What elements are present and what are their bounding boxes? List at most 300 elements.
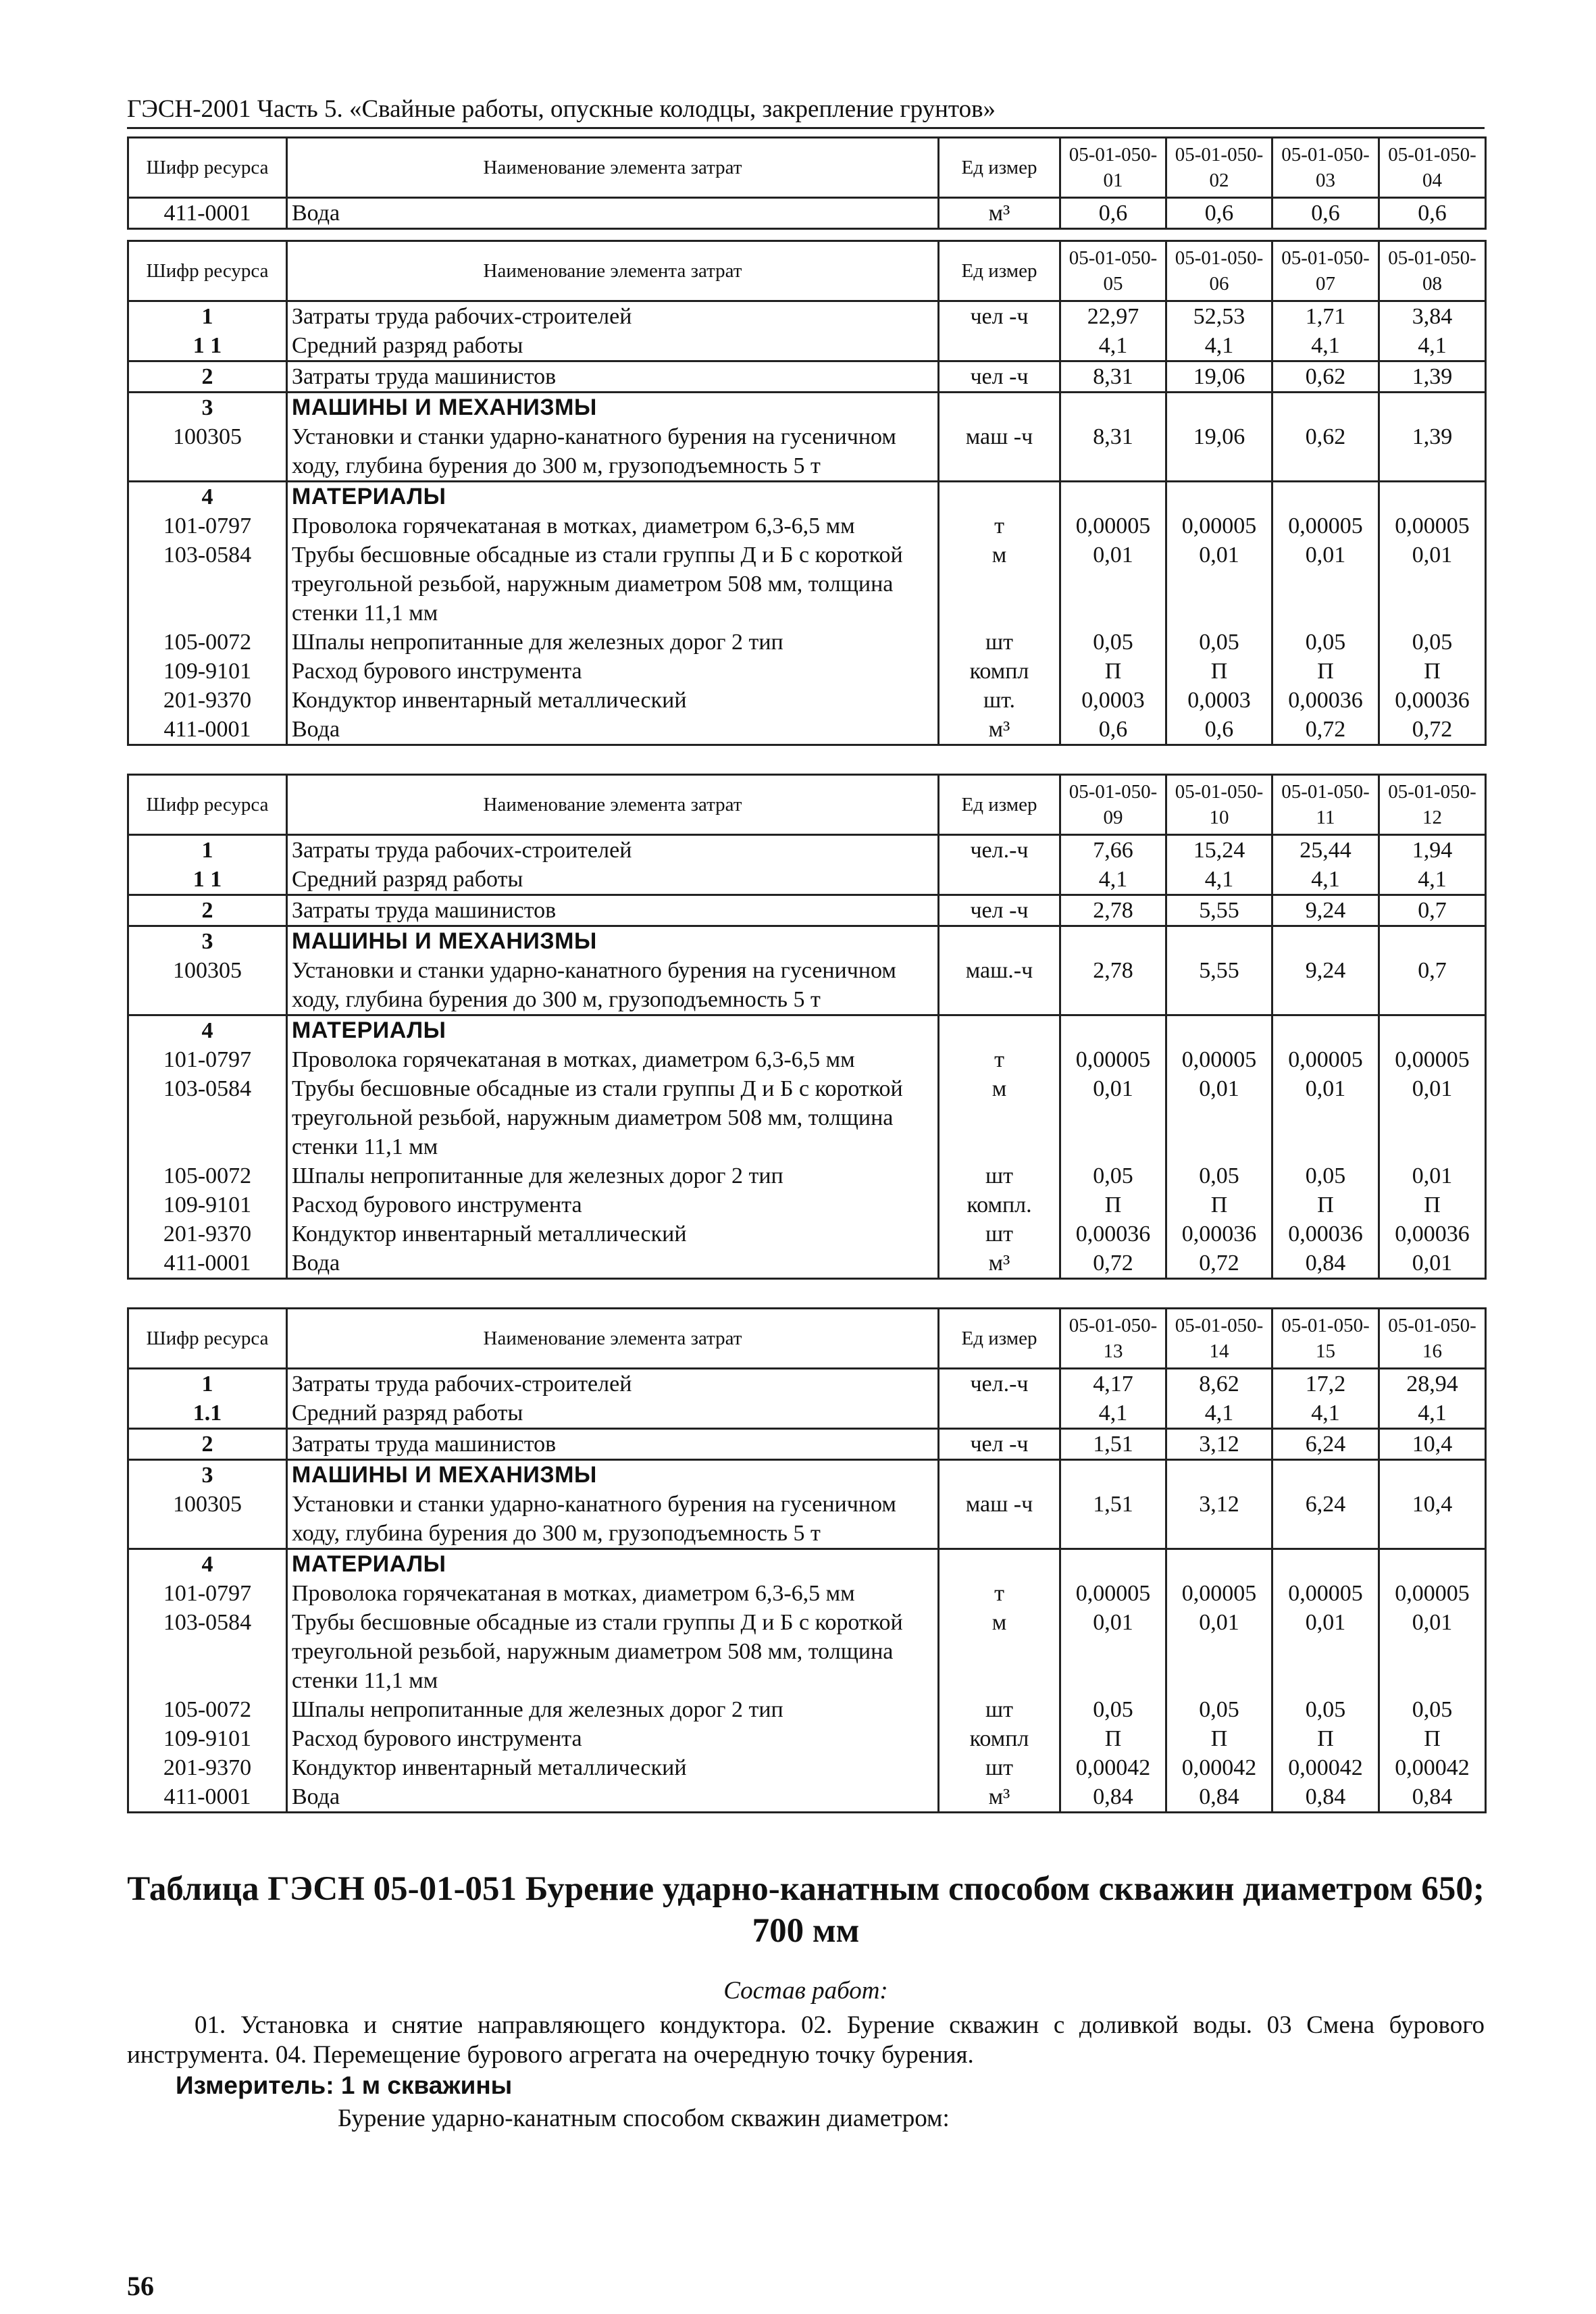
table-row [128, 1074, 1486, 1161]
table-row [128, 1249, 1486, 1279]
norm-value: 0,05 [1166, 1161, 1272, 1190]
resource-name: Шпалы непропитанные для железных дорог 2 тип [287, 628, 939, 657]
norm-value: 0,01 [1379, 540, 1486, 628]
resource-unit: м [939, 1608, 1060, 1695]
header-norm-code: 05-01-050-10 [1166, 775, 1272, 835]
work-composition-label: Состав работ: [723, 1977, 888, 2005]
norm-value: 4,1 [1272, 331, 1379, 361]
header-norm-code: 05-01-050-16 [1379, 1309, 1486, 1369]
header-code: Шифр ресурса [128, 775, 287, 835]
resource-name: Установки и станки ударно-канатного бурения на гусеничном ходу, глубина бурения до 300 м, грузоподъемность 5 т [287, 422, 939, 482]
norm-value: 6,24 [1272, 1490, 1379, 1549]
resource-code: 109-9101 [128, 1190, 287, 1219]
table-row [128, 1161, 1486, 1190]
table-row [128, 1190, 1486, 1219]
header-code: Шифр ресурса [128, 138, 287, 198]
norm-value: 0,6 [1166, 715, 1272, 745]
resource-code: 2 [128, 1429, 287, 1460]
resource-name: Проволока горячекатаная в мотках, диаметром 6,3-6,5 мм [287, 1579, 939, 1608]
norm-value: П [1166, 1724, 1272, 1753]
norm-value: 22,97 [1060, 301, 1166, 332]
norm-value: 1,39 [1379, 422, 1486, 482]
resource-name: Затраты труда рабочих-строителей [287, 835, 939, 865]
resource-code: 2 [128, 361, 287, 393]
norm-value: 0,00005 [1272, 511, 1379, 540]
resource-code: 1.1 [128, 1399, 287, 1429]
norm-value: 0,00005 [1060, 1045, 1166, 1074]
resource-code: 411-0001 [128, 715, 287, 745]
norm-value: 4,1 [1166, 865, 1272, 895]
resource-name: Затраты труда машинистов [287, 361, 939, 393]
norm-value: 0,7 [1379, 956, 1486, 1015]
header-rule [127, 127, 1485, 129]
section-number: 4 [128, 1549, 287, 1580]
table-row [128, 1782, 1486, 1813]
resource-name: Средний разряд работы [287, 865, 939, 895]
norm-value: 0,01 [1379, 1608, 1486, 1695]
norm-value: П [1272, 1190, 1379, 1219]
norm-value: П [1166, 1190, 1272, 1219]
header-unit: Ед измер [939, 241, 1060, 301]
header-norm-code: 05-01-050-12 [1379, 775, 1486, 835]
norm-value: П [1379, 1724, 1486, 1753]
norm-value: 6,24 [1272, 1429, 1379, 1460]
norm-value: П [1379, 657, 1486, 686]
norm-table-2 [127, 240, 1487, 746]
table-row [128, 540, 1486, 628]
header-norm-code: 05-01-050-08 [1379, 241, 1486, 301]
table-row [128, 198, 1486, 229]
resource-code: 100305 [128, 1490, 287, 1549]
resource-unit: чел.-ч [939, 1369, 1060, 1399]
norm-value: 0,00042 [1272, 1753, 1379, 1782]
norm-value: 0,05 [1272, 628, 1379, 657]
resource-code: 100305 [128, 956, 287, 1015]
table-row [128, 1045, 1486, 1074]
header-norm-code: 05-01-050-09 [1060, 775, 1166, 835]
section-row [128, 1549, 1486, 1580]
norm-value: П [1272, 1724, 1379, 1753]
header-code: Шифр ресурса [128, 1309, 287, 1369]
norm-value: 19,06 [1166, 422, 1272, 482]
norm-value: 1,71 [1272, 301, 1379, 332]
norm-value: 0,00005 [1379, 1579, 1486, 1608]
norm-table-4 [127, 1307, 1487, 1813]
header-name: Наименование элемента затрат [287, 241, 939, 301]
header-name: Наименование элемента затрат [287, 1309, 939, 1369]
norm-value: 0,84 [1272, 1249, 1379, 1279]
table-row [128, 1724, 1486, 1753]
table-row [128, 895, 1486, 926]
page-number: 56 [127, 2271, 154, 2301]
section-row [128, 1460, 1486, 1490]
table-row [128, 361, 1486, 393]
table-row [128, 1695, 1486, 1724]
section-heading: МАТЕРИАЛЫ [287, 482, 939, 512]
resource-unit: м³ [939, 715, 1060, 745]
resource-name: Вода [287, 198, 939, 229]
resource-unit: чел.-ч [939, 835, 1060, 865]
norm-value: 0,00036 [1166, 1219, 1272, 1249]
table-row [128, 1490, 1486, 1549]
table-row [128, 835, 1486, 865]
work-composition-text: 01. Установка и снятие направляющего кондуктора. 02. Бурение скважин с доливкой воды. 03 Смена бурового инструмента. 04. Перемещение бурового агрегата на очередную точку бурения. [127, 2011, 1485, 2069]
section-number: 4 [128, 482, 287, 512]
norm-value: 0,00005 [1272, 1045, 1379, 1074]
norm-value: 0,01 [1272, 540, 1379, 628]
norm-value: 0,0003 [1166, 686, 1272, 715]
table-row [128, 657, 1486, 686]
resource-unit: м³ [939, 1249, 1060, 1279]
norm-value: 0,00005 [1379, 1045, 1486, 1074]
resource-name: Кондуктор инвентарный металлический [287, 1219, 939, 1249]
measurement-unit: Измеритель: 1 м скважины [176, 2071, 513, 2099]
header-name: Наименование элемента затрат [287, 138, 939, 198]
norm-value: 1,94 [1379, 835, 1486, 865]
norm-value: 0,00005 [1060, 511, 1166, 540]
norm-value: 2,78 [1060, 956, 1166, 1015]
section-number: 4 [128, 1015, 287, 1046]
resource-code: 201-9370 [128, 1753, 287, 1782]
norm-value: 0,00005 [1166, 511, 1272, 540]
norm-value: П [1166, 657, 1272, 686]
table-row [128, 1753, 1486, 1782]
norm-value: 0,00005 [1166, 1579, 1272, 1608]
resource-unit: маш -ч [939, 1490, 1060, 1549]
norm-value: 0,00042 [1060, 1753, 1166, 1782]
norm-value: 3,12 [1166, 1429, 1272, 1460]
section-heading: МАШИНЫ И МЕХАНИЗМЫ [287, 926, 939, 957]
resource-name: Средний разряд работы [287, 1399, 939, 1429]
norm-value: 0,00036 [1379, 1219, 1486, 1249]
norm-value: 0,84 [1272, 1782, 1379, 1813]
norm-value: 0,0003 [1060, 686, 1166, 715]
norm-value: 4,17 [1060, 1369, 1166, 1399]
header-unit: Ед измер [939, 1309, 1060, 1369]
norm-value: 0,05 [1166, 628, 1272, 657]
norm-table-1 [127, 136, 1487, 230]
norm-value: 4,1 [1060, 865, 1166, 895]
norm-value: 0,84 [1060, 1782, 1166, 1813]
norm-value: 0,72 [1166, 1249, 1272, 1279]
norm-value: 0,00005 [1379, 511, 1486, 540]
resource-name: Проволока горячекатаная в мотках, диаметром 6,3-6,5 мм [287, 511, 939, 540]
norm-value: 4,1 [1060, 1399, 1166, 1429]
resource-code: 103-0584 [128, 540, 287, 628]
resource-name: Установки и станки ударно-канатного бурения на гусеничном ходу, глубина бурения до 300 м, грузоподъемность 5 т [287, 956, 939, 1015]
norm-value: 3,84 [1379, 301, 1486, 332]
header-norm-code: 05-01-050-13 [1060, 1309, 1166, 1369]
resource-name: Средний разряд работы [287, 331, 939, 361]
resource-name: Расход бурового инструмента [287, 1190, 939, 1219]
norm-value: 0,00036 [1272, 1219, 1379, 1249]
resource-unit [939, 865, 1060, 895]
norm-value: 0,01 [1166, 1608, 1272, 1695]
norm-value: 0,05 [1379, 1695, 1486, 1724]
header-norm-code: 05-01-050-11 [1272, 775, 1379, 835]
norm-value: 8,62 [1166, 1369, 1272, 1399]
drilling-diameter-label: Бурение ударно-канатным способом скважин диаметром: [338, 2105, 950, 2132]
table-row [128, 1429, 1486, 1460]
norm-value: 28,94 [1379, 1369, 1486, 1399]
resource-name: Расход бурового инструмента [287, 657, 939, 686]
norm-value: 5,55 [1166, 956, 1272, 1015]
table-row [128, 686, 1486, 715]
resource-code: 1 [128, 835, 287, 865]
norm-value: П [1060, 1724, 1166, 1753]
norm-value: 0,05 [1272, 1161, 1379, 1190]
section-number: 3 [128, 926, 287, 957]
resource-name: Шпалы непропитанные для железных дорог 2 тип [287, 1695, 939, 1724]
resource-name: Вода [287, 1249, 939, 1279]
table-row [128, 1369, 1486, 1399]
resource-code: 105-0072 [128, 1161, 287, 1190]
resource-code: 411-0001 [128, 1249, 287, 1279]
resource-unit: шт [939, 1161, 1060, 1190]
resource-unit: м³ [939, 1782, 1060, 1813]
norm-value: 4,1 [1166, 331, 1272, 361]
section-row [128, 1015, 1486, 1046]
resource-unit: шт [939, 1219, 1060, 1249]
section-heading: МАШИНЫ И МЕХАНИЗМЫ [287, 393, 939, 423]
resource-unit [939, 331, 1060, 361]
norm-value: 0,05 [1060, 628, 1166, 657]
section-heading: МАШИНЫ И МЕХАНИЗМЫ [287, 1460, 939, 1490]
header-norm-code: 05-01-050-14 [1166, 1309, 1272, 1369]
norm-value: 0,01 [1166, 1074, 1272, 1161]
resource-code: 1 1 [128, 865, 287, 895]
table-row [128, 301, 1486, 332]
resource-name: Расход бурового инструмента [287, 1724, 939, 1753]
norm-value: 4,1 [1272, 1399, 1379, 1429]
norm-value: 4,1 [1272, 865, 1379, 895]
resource-name: Шпалы непропитанные для железных дорог 2 тип [287, 1161, 939, 1190]
resource-unit: т [939, 1045, 1060, 1074]
norm-value: 25,44 [1272, 835, 1379, 865]
resource-name: Вода [287, 1782, 939, 1813]
norm-value: 10,4 [1379, 1490, 1486, 1549]
norm-value: 0,05 [1166, 1695, 1272, 1724]
norm-value: 0,01 [1379, 1074, 1486, 1161]
norm-value: 52,53 [1166, 301, 1272, 332]
resource-code: 1 1 [128, 331, 287, 361]
norm-value: 0,7 [1379, 895, 1486, 926]
norm-value: 0,01 [1272, 1074, 1379, 1161]
norm-value: 4,1 [1166, 1399, 1272, 1429]
norm-value: 1,39 [1379, 361, 1486, 393]
table-row [128, 511, 1486, 540]
resource-unit: чел -ч [939, 301, 1060, 332]
resource-unit: шт [939, 1695, 1060, 1724]
norm-value: 0,72 [1379, 715, 1486, 745]
section-number: 3 [128, 393, 287, 423]
header-unit: Ед измер [939, 775, 1060, 835]
resource-code: 2 [128, 895, 287, 926]
resource-unit: м³ [939, 198, 1060, 229]
norm-value: 3,12 [1166, 1490, 1272, 1549]
norm-value: 0,01 [1379, 1249, 1486, 1279]
norm-value: 0,01 [1060, 540, 1166, 628]
header-norm-code: 05-01-050-01 [1060, 138, 1166, 198]
table-row [128, 628, 1486, 657]
resource-name: Проволока горячекатаная в мотках, диаметром 6,3-6,5 мм [287, 1045, 939, 1074]
norm-value: 17,2 [1272, 1369, 1379, 1399]
norm-value: 4,1 [1379, 865, 1486, 895]
norm-value: 1,51 [1060, 1429, 1166, 1460]
norm-value: 0,00036 [1060, 1219, 1166, 1249]
norm-value: 4,1 [1060, 331, 1166, 361]
table-row [128, 1579, 1486, 1608]
resource-unit: м [939, 1074, 1060, 1161]
section-row [128, 482, 1486, 512]
resource-unit: т [939, 511, 1060, 540]
norm-value: 0,00036 [1272, 686, 1379, 715]
norm-value: 0,6 [1166, 198, 1272, 229]
resource-unit: компл [939, 657, 1060, 686]
header-code: Шифр ресурса [128, 241, 287, 301]
resource-code: 103-0584 [128, 1608, 287, 1695]
norm-value: 0,00042 [1166, 1753, 1272, 1782]
norm-value: 15,24 [1166, 835, 1272, 865]
norm-value: 19,06 [1166, 361, 1272, 393]
resource-name: Кондуктор инвентарный металлический [287, 686, 939, 715]
resource-code: 201-9370 [128, 1219, 287, 1249]
resource-code: 101-0797 [128, 1045, 287, 1074]
norm-value: 0,00005 [1272, 1579, 1379, 1608]
resource-code: 100305 [128, 422, 287, 482]
resource-unit: чел -ч [939, 895, 1060, 926]
resource-name: Затраты труда рабочих-строителей [287, 301, 939, 332]
resource-code: 101-0797 [128, 1579, 287, 1608]
norm-value: 0,6 [1272, 198, 1379, 229]
table-row [128, 422, 1486, 482]
norm-value: 0,62 [1272, 361, 1379, 393]
norm-value: П [1060, 657, 1166, 686]
header-norm-code: 05-01-050-15 [1272, 1309, 1379, 1369]
resource-name: Трубы бесшовные обсадные из стали группы Д и Б с короткой треугольной резьбой, наружным диаметром 508 мм, толщина стенки 11,1 мм [287, 1608, 939, 1695]
resource-unit: чел -ч [939, 361, 1060, 393]
norm-value: 0,01 [1272, 1608, 1379, 1695]
norm-value: 5,55 [1166, 895, 1272, 926]
header-norm-code: 05-01-050-04 [1379, 138, 1486, 198]
table-row [128, 715, 1486, 745]
norm-value: 7,66 [1060, 835, 1166, 865]
norm-value: 0,05 [1060, 1695, 1166, 1724]
resource-unit [939, 1399, 1060, 1429]
resource-code: 109-9101 [128, 657, 287, 686]
resource-name: Кондуктор инвентарный металлический [287, 1753, 939, 1782]
norm-table-3 [127, 774, 1487, 1280]
norm-value: 2,78 [1060, 895, 1166, 926]
resource-code: 105-0072 [128, 1695, 287, 1724]
norm-value: 0,05 [1272, 1695, 1379, 1724]
norm-value: 4,1 [1379, 331, 1486, 361]
norm-value: 0,62 [1272, 422, 1379, 482]
norm-value: 0,6 [1060, 715, 1166, 745]
norm-value: П [1060, 1190, 1166, 1219]
norm-value: П [1272, 657, 1379, 686]
resource-name: Вода [287, 715, 939, 745]
norm-value: 0,01 [1060, 1074, 1166, 1161]
resource-unit: шт [939, 1753, 1060, 1782]
resource-unit: м [939, 540, 1060, 628]
table-row [128, 1219, 1486, 1249]
resource-code: 105-0072 [128, 628, 287, 657]
resource-unit: компл. [939, 1190, 1060, 1219]
section-heading: МАТЕРИАЛЫ [287, 1015, 939, 1046]
resource-name: Затраты труда рабочих-строителей [287, 1369, 939, 1399]
norm-value: 0,00042 [1379, 1753, 1486, 1782]
resource-unit: маш -ч [939, 422, 1060, 482]
norm-value: 0,72 [1060, 1249, 1166, 1279]
resource-name: Затраты труда машинистов [287, 1429, 939, 1460]
resource-code: 201-9370 [128, 686, 287, 715]
norm-value: 8,31 [1060, 422, 1166, 482]
norm-value: 0,00036 [1379, 686, 1486, 715]
resource-code: 1 [128, 1369, 287, 1399]
header-unit: Ед измер [939, 138, 1060, 198]
section-row [128, 393, 1486, 423]
resource-unit: т [939, 1579, 1060, 1608]
norm-value: 0,6 [1060, 198, 1166, 229]
norm-value: 0,05 [1060, 1161, 1166, 1190]
running-header: ГЭСН-2001 Часть 5. «Свайные работы, опускные колодцы, закрепление грунтов» [127, 95, 996, 123]
norm-value: 9,24 [1272, 895, 1379, 926]
header-norm-code: 05-01-050-05 [1060, 241, 1166, 301]
resource-code: 103-0584 [128, 1074, 287, 1161]
resource-unit: шт [939, 628, 1060, 657]
table-row [128, 1399, 1486, 1429]
resource-code: 101-0797 [128, 511, 287, 540]
norm-value: 8,31 [1060, 361, 1166, 393]
norm-value: 10,4 [1379, 1429, 1486, 1460]
norm-value: 0,01 [1379, 1161, 1486, 1190]
table-row [128, 1608, 1486, 1695]
resource-unit: компл [939, 1724, 1060, 1753]
norm-value: 0,01 [1060, 1608, 1166, 1695]
header-norm-code: 05-01-050-06 [1166, 241, 1272, 301]
resource-unit: шт. [939, 686, 1060, 715]
resource-unit: маш.-ч [939, 956, 1060, 1015]
norm-value: 0,00005 [1060, 1579, 1166, 1608]
resource-unit: чел -ч [939, 1429, 1060, 1460]
section-row [128, 926, 1486, 957]
norm-value: 0,84 [1166, 1782, 1272, 1813]
table-row [128, 956, 1486, 1015]
norm-value: 0,00005 [1166, 1045, 1272, 1074]
resource-code: 109-9101 [128, 1724, 287, 1753]
resource-code: 411-0001 [128, 1782, 287, 1813]
norm-value: 0,84 [1379, 1782, 1486, 1813]
section-title: Таблица ГЭСН 05-01-051 Бурение ударно-канатным способом скважин диаметром 650; 700 мм [127, 1870, 1485, 1950]
header-norm-code: 05-01-050-07 [1272, 241, 1379, 301]
norm-value: 4,1 [1379, 1399, 1486, 1429]
section-heading: МАТЕРИАЛЫ [287, 1549, 939, 1580]
header-norm-code: 05-01-050-03 [1272, 138, 1379, 198]
header-name: Наименование элемента затрат [287, 775, 939, 835]
norm-value: 0,6 [1379, 198, 1486, 229]
norm-value: 1,51 [1060, 1490, 1166, 1549]
norm-value: 0,05 [1379, 628, 1486, 657]
table-row [128, 331, 1486, 361]
norm-value: 0,01 [1166, 540, 1272, 628]
norm-value: 9,24 [1272, 956, 1379, 1015]
resource-code: 411-0001 [128, 198, 287, 229]
resource-name: Затраты труда машинистов [287, 895, 939, 926]
resource-name: Трубы бесшовные обсадные из стали группы Д и Б с короткой треугольной резьбой, наружным диаметром 508 мм, толщина стенки 11,1 мм [287, 1074, 939, 1161]
section-number: 3 [128, 1460, 287, 1490]
norm-value: 0,72 [1272, 715, 1379, 745]
